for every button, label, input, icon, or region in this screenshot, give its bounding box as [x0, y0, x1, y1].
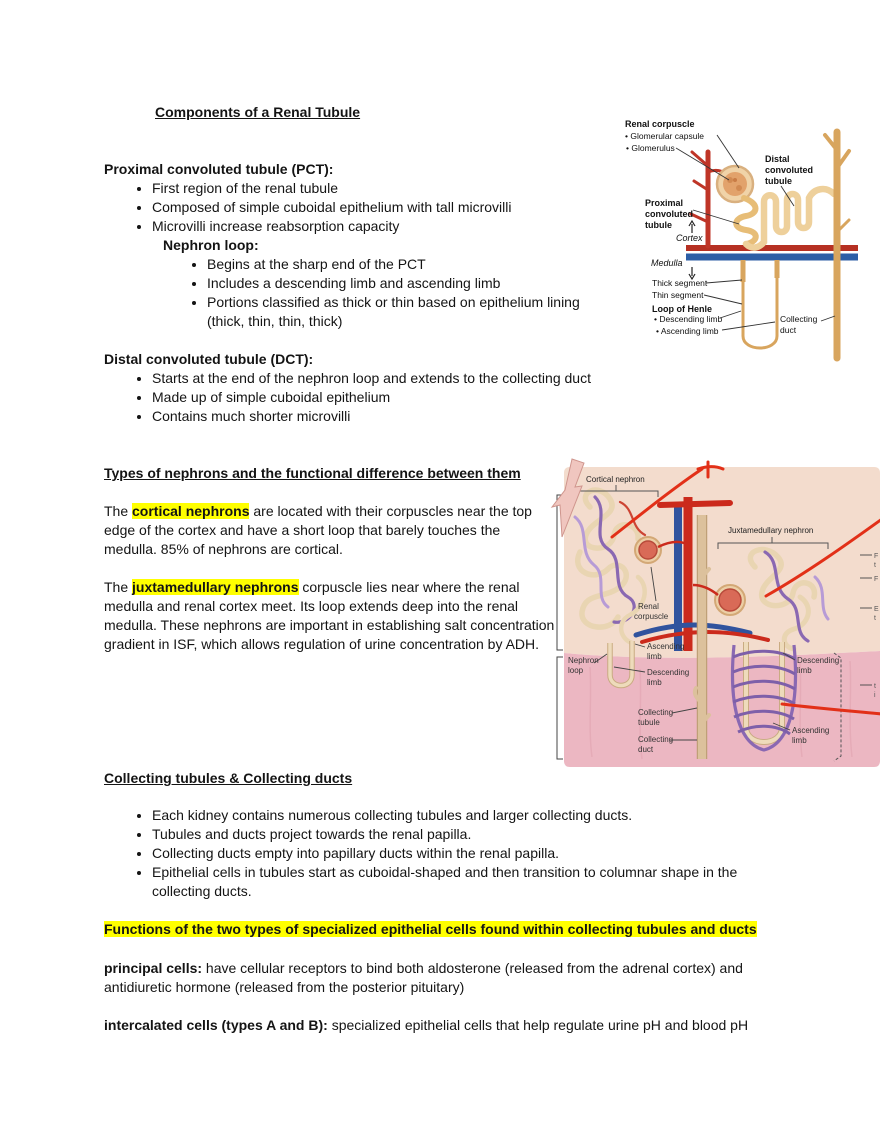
types-heading: Types of nephrons and the functional difference between them: [104, 465, 521, 481]
glomerulus-label: • Glomerulus: [626, 143, 675, 153]
dct-tubule-illustration: [746, 189, 834, 248]
collecting-duct-label-line2: duct: [638, 745, 654, 754]
cortex-label: Cortex: [676, 233, 703, 243]
paragraph-text: corpuscle lies near where the renal medulla and renal cortex meet. Its loop extends deep into the renal medulla. These nephrons are important in establishing salt concentration gradient in ISF, which allows regulation of urine concentration by ADH.: [104, 579, 555, 652]
renal-corpuscle-label-line2: corpuscle: [634, 612, 669, 621]
highlighted-term: juxtamedullary nephrons: [132, 579, 299, 595]
paragraph-text: The: [104, 579, 133, 595]
list-item-line: • Epithelial cells in tubules start as cuboidal-shaped and then transition to columnar shape in the: [152, 864, 738, 880]
list-item: [152, 863, 814, 901]
list-item: • Collecting ducts empty into papillary ducts within the renal papilla.: [152, 844, 814, 863]
descending-limb-right-label-line2: limb: [797, 666, 812, 675]
loop-of-henle-illustration: [743, 260, 777, 348]
ascending-limb-left-label: Ascending: [647, 642, 685, 651]
edge-fragment: t: [874, 683, 876, 690]
ascending-limb-right-label: Ascending: [792, 726, 830, 735]
edge-fragment: i: [874, 692, 876, 699]
edge-fragment: F: [874, 553, 879, 560]
thick-segment-label: Thick segment: [652, 278, 708, 288]
nephron-types-diagram: [550, 457, 880, 779]
principal-cells-paragraph: [104, 959, 786, 997]
list-item-line: (thick, thin, thin, thick): [207, 313, 343, 329]
pct-heading: Proximal convoluted tubule (PCT):: [104, 161, 334, 177]
list-item: • Microvilli increase reabsorption capacity: [152, 217, 712, 236]
descending-limb-right-label: Descending: [797, 656, 840, 665]
list-item-line: • Portions classified as thick or thin based on epithelium lining: [207, 294, 580, 310]
highlighted-term: cortical nephrons: [132, 503, 250, 519]
pct-tubule-illustration: [736, 198, 756, 244]
paragraph-text: The: [104, 503, 133, 519]
collecting-tubule-label-line2: tubule: [638, 718, 660, 727]
dct-label-line3: tubule: [765, 176, 792, 186]
cortical-paragraph: [104, 502, 552, 559]
dct-bullet-list: [104, 369, 752, 426]
loop-of-henle-label: Loop of Henle: [652, 304, 712, 314]
paragraph-text: have cellular receptors to bind both aldosterone (released from the adrenal cortex) and antidiuretic hormone (released from the posterior pituitary): [104, 960, 743, 995]
collecting-duct-label: Collecting: [638, 735, 674, 744]
ascending-limb-left-label-line2: limb: [647, 652, 662, 661]
page-title: Components of a Renal Tubule: [155, 104, 361, 120]
dct-label: Distal: [765, 154, 790, 164]
juxtamedullary-paragraph: [104, 578, 556, 654]
renal-corpuscle-label: Renal corpuscle: [625, 119, 695, 129]
edge-fragment: F: [874, 576, 879, 583]
edge-fragment: E: [874, 606, 879, 613]
functions-heading-wrap: [104, 920, 757, 939]
ascending-limb-right-label-line2: limb: [792, 736, 807, 745]
term-lead: principal cells:: [104, 960, 203, 976]
pct-label-line3: tubule: [645, 220, 672, 230]
list-item-line: collecting ducts.: [152, 883, 252, 899]
list-item: • Begins at the sharp end of the PCT: [207, 255, 827, 274]
collecting-heading: Collecting tubules & Collecting ducts: [104, 770, 353, 786]
list-item: • Tubules and ducts project towards the renal papilla.: [152, 825, 814, 844]
renal-corpuscle-label: Renal: [638, 602, 659, 611]
list-item: • Starts at the end of the nephron loop and extends to the collecting duct: [152, 369, 752, 388]
functions-heading: Functions of the two types of specialized epithelial cells found within collecting tubules and ducts: [104, 921, 757, 937]
descending-limb-left-label-line2: limb: [647, 678, 662, 687]
paragraph-text: are located with their corpuscles near the top edge of the cortex and have a short loop that barely touches the medulla. 85% of nephrons are cortical.: [104, 503, 532, 557]
juxtamedullary-nephron-label: Juxtamedullary nephron: [728, 526, 814, 535]
nephron-loop-label: Nephron: [568, 656, 599, 665]
edge-fragment: t: [874, 562, 876, 569]
glomerular-capsule-label: • Glomerular capsule: [625, 131, 705, 141]
collecting-tubule-label: Collecting: [638, 708, 674, 717]
ascending-limb-label: • Ascending limb: [656, 326, 719, 336]
cortical-nephron-label: Cortical nephron: [586, 475, 645, 484]
edge-fragment: t: [874, 615, 876, 622]
collecting-duct-label-line2: duct: [780, 325, 797, 335]
cortex-arrow: [689, 221, 695, 233]
thin-segment-label: Thin segment: [652, 290, 704, 300]
term-lead: intercalated cells (types A and B):: [104, 1017, 328, 1033]
collecting-bullet-list: [104, 806, 814, 901]
list-item: • Made up of simple cuboidal epithelium: [152, 388, 752, 407]
paragraph-text: specialized epithelial cells that help regulate urine pH and blood pH: [327, 1017, 749, 1033]
pct-label: Proximal: [645, 198, 684, 208]
dct-heading: Distal convoluted tubule (DCT):: [104, 351, 314, 367]
collecting-duct-illustration: [695, 515, 709, 759]
nephron-loop-label-line2: loop: [568, 666, 584, 675]
renal-tubule-diagram: [618, 110, 862, 368]
dct-label-line2: convoluted: [765, 165, 814, 175]
descending-limb-label: • Descending limb: [654, 314, 723, 324]
nephron-loop-subheading: Nephron loop:: [163, 237, 259, 253]
list-item: • Contains much shorter microvilli: [152, 407, 752, 426]
pct-label-line2: convoluted: [645, 209, 694, 219]
medulla-label: Medulla: [651, 258, 683, 268]
list-item: • Includes a descending limb and ascending limb: [207, 274, 827, 293]
list-item: • Composed of simple cuboidal epithelium with tall microvilli: [152, 198, 712, 217]
collecting-duct-label: Collecting: [780, 314, 818, 324]
intercalated-cells-paragraph: [104, 1016, 804, 1035]
list-item: • First region of the renal tubule: [152, 179, 712, 198]
descending-limb-left-label: Descending: [647, 668, 690, 677]
list-item: • Each kidney contains numerous collecting tubules and larger collecting ducts.: [152, 806, 814, 825]
cortex-medulla-vessels: [686, 248, 858, 257]
